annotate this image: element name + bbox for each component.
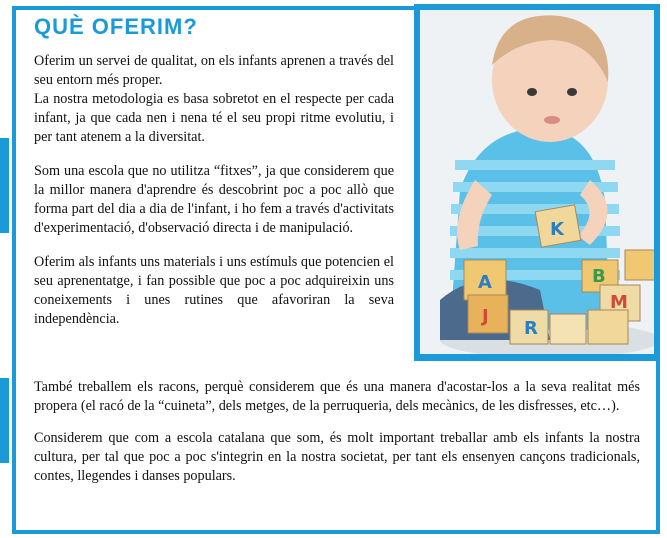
child-with-blocks-image	[420, 10, 654, 354]
left-accent-bar-lower	[0, 378, 9, 463]
svg-text:J: J	[482, 306, 489, 327]
left-accent-bar	[0, 138, 9, 233]
child-illustration	[420, 10, 654, 354]
svg-text:A: A	[478, 272, 492, 293]
paragraph-culture: Considerem que com a escola catalana que som, és molt important treballar amb els infants la nostra cultura, per tal que poc a poc s'integrin en la nostra societat, per tant els ensenyen cançons tradicionals, contes, llegendes i danses populars.	[34, 430, 640, 484]
paragraph-no-worksheets: Som una escola que no utilitza “fitxes”, ja que considerem que la millor manera d'aprendre és descobrint poc a poc allò que forma part del dia a dia de l'infant, i ho fem a través d'activitats d'experimentació, d'observació directa i de manipulació.	[34, 163, 394, 236]
svg-text:R: R	[524, 318, 538, 339]
intro-column	[34, 52, 394, 344]
paragraph-materials: Oferim als infants uns materials i uns estímuls que potencien el seu aprenentatge, i fan possible que poc a poc adquireixin uns coneixements i unes rutines que afavoriran la seva independència.	[34, 254, 394, 327]
svg-text:B: B	[592, 266, 606, 287]
closing-section	[34, 378, 640, 499]
paragraph-intro: Oferim un servei de qualitat, on els infants aprenen a través del seu entorn més proper.	[34, 53, 394, 88]
page-title: QUÈ OFERIM?	[34, 14, 198, 39]
paragraph-corners: També treballem els racons, perquè considerem que és una manera d'acostar-los a la seva realitat més propera (el racó de la “cuineta”, dels metges, de la perruqueria, dels mecànics, de les disfresses, etc…).	[34, 379, 640, 414]
svg-text:K: K	[550, 219, 564, 240]
paragraph-methodology: La nostra metodologia es basa sobretot en el respecte per cada infant, ja que cada nen i nena té el seu propi ritme evolutiu, i per tant atenem a la diversitat.	[34, 91, 394, 145]
svg-text:M: M	[610, 292, 628, 313]
